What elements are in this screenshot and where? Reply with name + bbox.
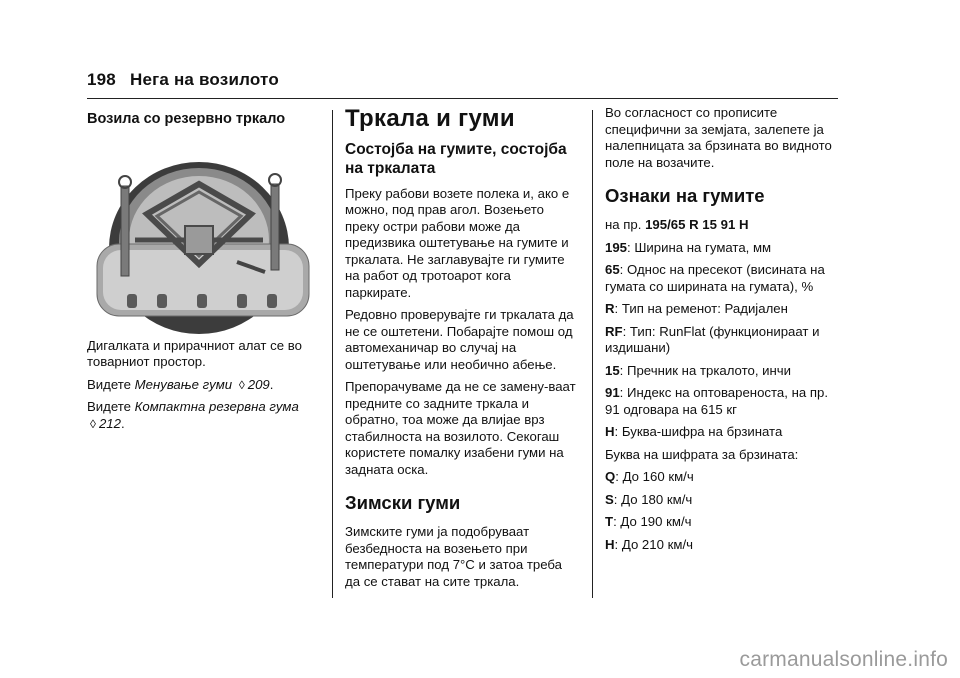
cross-reference-1: Видете Менување гуми ◊ 209. <box>87 376 274 392</box>
list-item: T: До 190 км/ч <box>605 514 692 529</box>
caption: Дигалката и прирачниот алат се во товарниот простор. <box>87 337 302 369</box>
list-item: S: До 180 км/ч <box>605 491 693 507</box>
chapter-title: Нега на возилото <box>129 70 279 89</box>
speed-intro: Буква на шифрата за брзината: <box>605 446 799 462</box>
column-3 <box>605 105 839 559</box>
page-ref-icon: ◊ <box>90 416 96 431</box>
list-item: H: Буква-шифра на брзината <box>605 424 783 439</box>
page-ref-icon: ◊ <box>238 377 245 392</box>
list-item: 91: Индекс на оптовареноста, на пр. 91 одговара на 615 кг <box>605 385 828 417</box>
column-divider-1 <box>332 110 333 598</box>
cross-reference-2: Видете Компактна резервна гума ◊ 212. <box>87 399 299 431</box>
subheading-winter-tyres: Зимски гуми <box>345 492 461 513</box>
subheading-tyre-condition: Состојба на гумите, состојба на тркалата <box>345 140 567 177</box>
list-item: Q: До 160 км/ч <box>605 469 694 484</box>
list-item: 15: Пречник на тркалото, инчи <box>605 362 792 378</box>
list-item: H: До 210 км/ч <box>605 536 693 552</box>
speed-list <box>605 469 839 553</box>
column-divider-2 <box>592 110 593 598</box>
paragraph: Зимските гуми ја подобруваат безбедноста на возењето при температури под 7°C и затоа треба да се стават на сите тркала. <box>345 524 562 589</box>
ref-page[interactable]: 212 <box>98 415 121 431</box>
watermark: carmanualsonline.info <box>739 648 948 671</box>
list-item: R: Тип на ременот: Радијален <box>605 301 788 316</box>
page-number: 198 <box>87 70 116 89</box>
ref-page[interactable]: 209 <box>247 376 270 392</box>
designation-list <box>605 240 839 441</box>
list-item: 195: Ширина на гумата, мм <box>605 239 772 255</box>
subheading-tyre-designations: Ознаки на гумите <box>605 185 765 206</box>
paragraph: Препорачуваме да не се замену-ваат предните со задните тркала и обратно, тоа може да влијае врз стабилноста на возилото. Секогаш користете помалку изабени гуми на задната оска. <box>345 379 576 477</box>
column-2 <box>345 105 579 596</box>
paragraph: Во согласност со прописите специфични за земјата, залепете ја налепницата за брзината во видното поле на возачите. <box>605 105 832 170</box>
jack-tools-drawing <box>87 144 319 334</box>
section-title-wheels-tyres: Тркала и гуми <box>345 105 515 132</box>
list-item: 65: Однос на пресекот (висината на гумата со ширината на гумата), % <box>605 262 825 294</box>
header-rule <box>87 98 838 99</box>
page-header <box>87 70 279 90</box>
column-1 <box>87 111 319 438</box>
ref-link-changing-tyres[interactable]: Менување гуми <box>134 376 233 392</box>
section-heading-spare-wheel: Возила со резервно тркало <box>87 111 286 127</box>
paragraph: Редовно проверувајте ги тркалата да не се оштетени. Побарајте помош од автомеханичар во случај на оштетување или необично абење. <box>345 307 574 372</box>
list-item: RF: Тип: RunFlat (функционираат и издишани) <box>605 323 820 355</box>
tyre-code-example: 195/65 R 15 91 H <box>645 217 749 232</box>
example-line: на пр. 195/65 R 15 91 H <box>605 217 749 232</box>
trunk-jack-illustration <box>87 144 319 334</box>
ref-link-compact-spare[interactable]: Компактна резервна гума <box>134 399 299 414</box>
paragraph: Преку рабови возете полека и, ако е можно, под прав агол. Возењето преку остри рабови може да предизвика оштетување на гумите и тркалата. Не заглавувајте ги гумите на работ од тротоарот кога паркирате. <box>345 185 570 300</box>
